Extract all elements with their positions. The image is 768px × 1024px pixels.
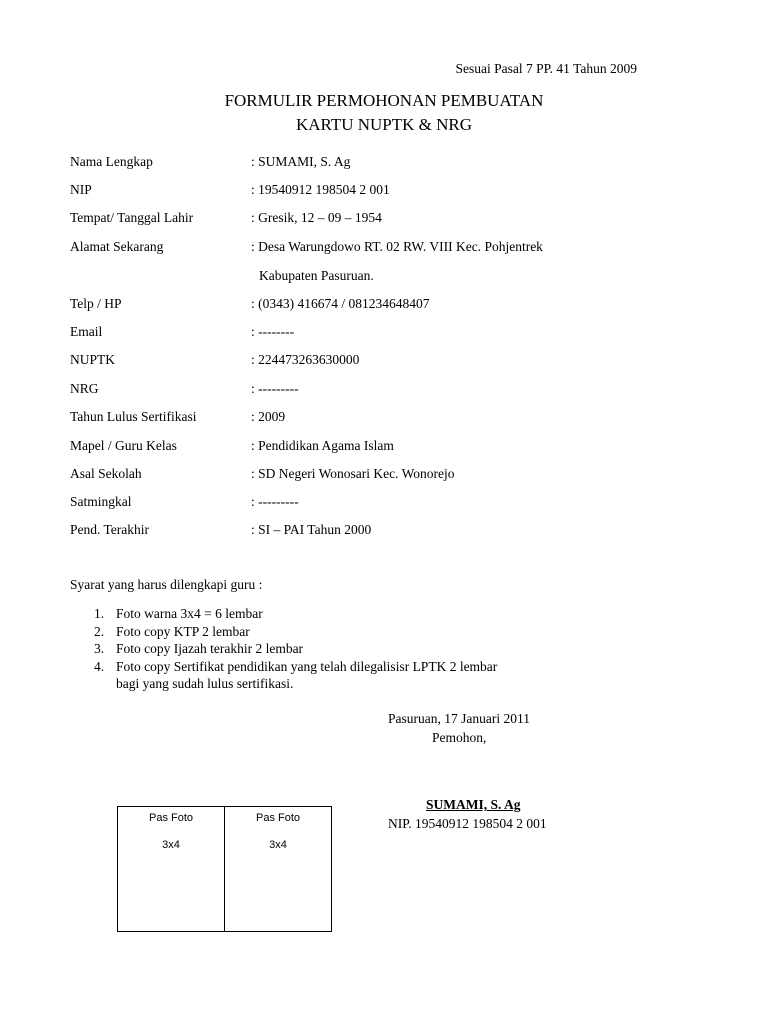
field-pend-label: Pend. Terakhir xyxy=(70,522,150,537)
field-alamat-value: : Desa Warungdowo RT. 02 RW. VIII Kec. Pohjentrek xyxy=(251,239,543,254)
list-item xyxy=(94,658,516,693)
signature-place-date: Pasuruan, 17 Januari 2011 xyxy=(388,711,530,726)
field-nip-value: : 19540912 198504 2 001 xyxy=(251,182,390,197)
list-item-number: 3. xyxy=(94,641,105,656)
field-nuptk-value: : 224473263630000 xyxy=(251,352,360,367)
signature-name: SUMAMI, S. Ag xyxy=(426,797,521,812)
field-alamat-value-cont: Kabupaten Pasuruan. xyxy=(259,268,374,283)
list-item-number: 2. xyxy=(94,623,105,639)
list-item-text: Foto warna 3x4 = 6 lembar xyxy=(116,606,263,621)
field-telp-label: Telp / HP xyxy=(70,296,122,311)
requirements-list xyxy=(94,605,516,693)
requirements-title: Syarat yang harus dilengkapi guru : xyxy=(70,577,263,592)
form-title-line-2: KARTU NUPTK & NRG xyxy=(295,115,473,134)
field-nrg-value: : --------- xyxy=(251,381,299,396)
field-lulus-label: Tahun Lulus Sertifikasi xyxy=(70,409,197,424)
field-satmingkal-value: : --------- xyxy=(251,494,299,509)
field-alamat-label: Alamat Sekarang xyxy=(70,239,164,254)
signature-applicant-label: Pemohon, xyxy=(432,730,487,745)
form-title-line-1: FORMULIR PERMOHONAN PEMBUATAN xyxy=(224,91,544,110)
list-item-text: Foto copy KTP 2 lembar xyxy=(116,623,250,639)
list-item-text: Foto copy Ijazah terakhir 2 lembar xyxy=(116,641,304,656)
field-pend-value: : SI – PAI Tahun 2000 xyxy=(251,522,372,537)
field-nama-value: : SUMAMI, S. Ag xyxy=(251,154,351,169)
field-telp-value: : (0343) 416674 / 081234648407 xyxy=(251,296,430,311)
field-nama-label: Nama Lengkap xyxy=(70,154,153,169)
photo-slot-size: 3x4 xyxy=(162,839,180,851)
field-email-label: Email xyxy=(70,324,103,339)
photo-slot-2 xyxy=(224,807,331,931)
list-item-text: Foto copy Sertifikat pendidikan yang telah dilegalisisr LPTK 2 lembar bagi yang sudah lulus sertifikasi. xyxy=(116,658,498,691)
field-email-value: : -------- xyxy=(251,324,295,339)
field-mapel-label: Mapel / Guru Kelas xyxy=(70,438,177,453)
field-sekolah-value: : SD Negeri Wonosari Kec. Wonorejo xyxy=(251,466,455,481)
field-mapel-value: : Pendidikan Agama Islam xyxy=(251,438,394,453)
signature-nip: NIP. 19540912 198504 2 001 xyxy=(388,816,547,831)
field-nip-label: NIP xyxy=(70,182,92,197)
list-item-number: 4. xyxy=(94,658,105,674)
photo-slot-label: Pas Foto xyxy=(255,812,301,824)
list-item xyxy=(94,623,516,641)
field-ttl-value: : Gresik, 12 – 09 – 1954 xyxy=(251,210,382,225)
regulation-note: Sesuai Pasal 7 PP. 41 Tahun 2009 xyxy=(455,61,637,76)
field-ttl-label: Tempat/ Tanggal Lahir xyxy=(70,210,194,225)
photo-slot-1 xyxy=(118,807,224,931)
photo-slot-size: 3x4 xyxy=(269,839,287,851)
field-lulus-value: : 2009 xyxy=(251,409,286,424)
field-nrg-label: NRG xyxy=(70,381,99,396)
list-item xyxy=(94,605,516,623)
list-item xyxy=(94,640,516,658)
photo-box xyxy=(117,806,332,932)
field-nuptk-label: NUPTK xyxy=(70,352,116,367)
photo-slot-label: Pas Foto xyxy=(148,812,194,824)
field-sekolah-label: Asal Sekolah xyxy=(70,466,142,481)
list-item-number: 1. xyxy=(94,606,105,621)
field-satmingkal-label: Satmingkal xyxy=(70,494,132,509)
